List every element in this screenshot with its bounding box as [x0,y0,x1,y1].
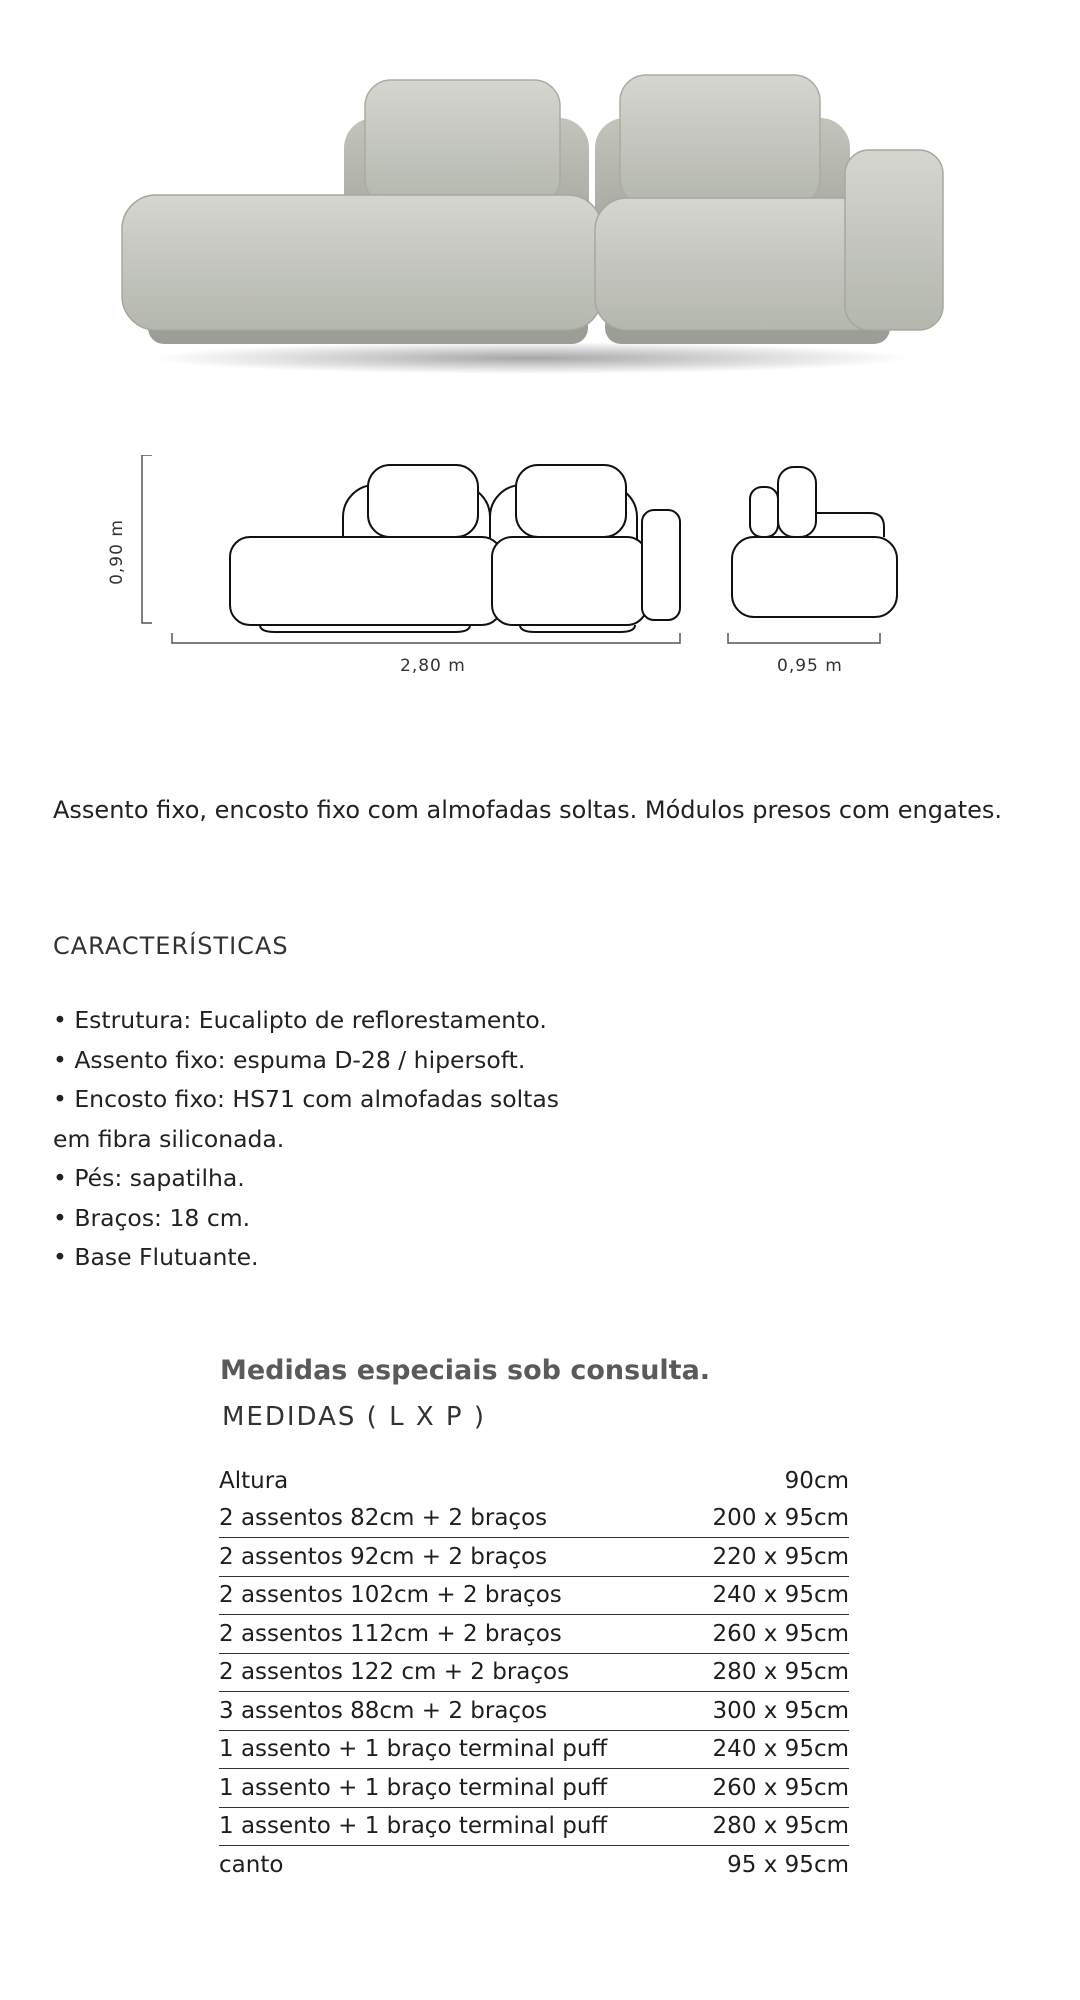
row-value: 280 x 95cm [685,1653,849,1692]
front-left-cushion [368,465,478,537]
table-row [219,1769,849,1808]
product-description: Assento fixo, encosto fixo com almofadas soltas. Módulos presos com engates. [53,796,1003,824]
row-label: 1 assento + 1 braço terminal puff [219,1769,685,1808]
table-row [219,1846,849,1884]
depth-dimension-line [728,633,880,643]
row-value: 300 x 95cm [685,1692,849,1731]
feature-item: • Assento fixo: espuma D-28 / hipersoft. [53,1045,526,1074]
row-label: 2 assentos 102cm + 2 braços [219,1576,685,1615]
row-label: 2 assentos 112cm + 2 braços [219,1615,685,1654]
front-right-seat [492,537,647,625]
row-label: Altura [219,1467,289,1494]
row-label: 1 assento + 1 braço terminal puff [219,1730,685,1769]
feature-item: • Encosto fixo: HS71 com almofadas soltas [53,1085,559,1113]
feature-item: • Braços: 18 cm. [53,1203,251,1232]
row-label: canto [219,1851,284,1878]
row-value: 260 x 95cm [685,1769,849,1808]
front-arm [642,510,680,620]
row-value: 220 x 95cm [685,1538,849,1577]
width-label: 2,80 m [400,656,466,676]
front-chaise-seat [230,537,502,625]
row-value: 240 x 95cm [685,1576,849,1615]
table-row [219,1653,849,1692]
sofa-photo [110,70,950,380]
row-value: 280 x 95cm [685,1807,849,1846]
table-row [219,1462,849,1500]
row-value: 260 x 95cm [685,1615,849,1654]
feature-item: em fibra siliconada. [53,1124,285,1153]
row-label: 2 assentos 122 cm + 2 braços [219,1653,685,1692]
special-measures-note: Medidas especiais sob consulta. [220,1355,711,1386]
row-value: 90cm [784,1467,849,1494]
feature-item: • Pés: sapatilha. [53,1164,245,1192]
table-row [219,1807,849,1846]
front-right-cushion [516,465,626,537]
row-value: 200 x 95cm [685,1500,849,1538]
table-row [219,1615,849,1654]
row-label: 1 assento + 1 braço terminal puff [219,1807,685,1846]
side-cushion [778,467,816,537]
height-label: 0,90 m [106,519,127,585]
features-title: CARACTERÍSTICAS [53,932,289,960]
side-back [750,487,778,537]
feature-item: • Estrutura: Eucalipto de reflorestamento. [53,1006,547,1034]
depth-label: 0,95 m [777,656,843,676]
measures-title: MEDIDAS ( L X P ) [222,1402,486,1432]
row-value: 240 x 95cm [685,1730,849,1769]
measures-table [219,1462,849,1884]
table-row [219,1500,849,1538]
row-label: 2 assentos 92cm + 2 braços [219,1538,685,1577]
front-left-base [260,625,470,632]
row-value: 95 x 95cm [727,1851,849,1878]
table-row [219,1576,849,1615]
feature-item: • Base Flutuante. [53,1243,259,1271]
height-dimension-line [142,455,152,623]
side-seat [732,537,897,617]
width-dimension-line [172,633,680,643]
features-list [53,1001,613,1278]
table-row [219,1730,849,1769]
table-row [219,1538,849,1577]
row-label: 3 assentos 88cm + 2 braços [219,1692,685,1731]
table-row [219,1692,849,1731]
side-arm [816,513,884,537]
row-label: 2 assentos 82cm + 2 braços [219,1500,685,1538]
